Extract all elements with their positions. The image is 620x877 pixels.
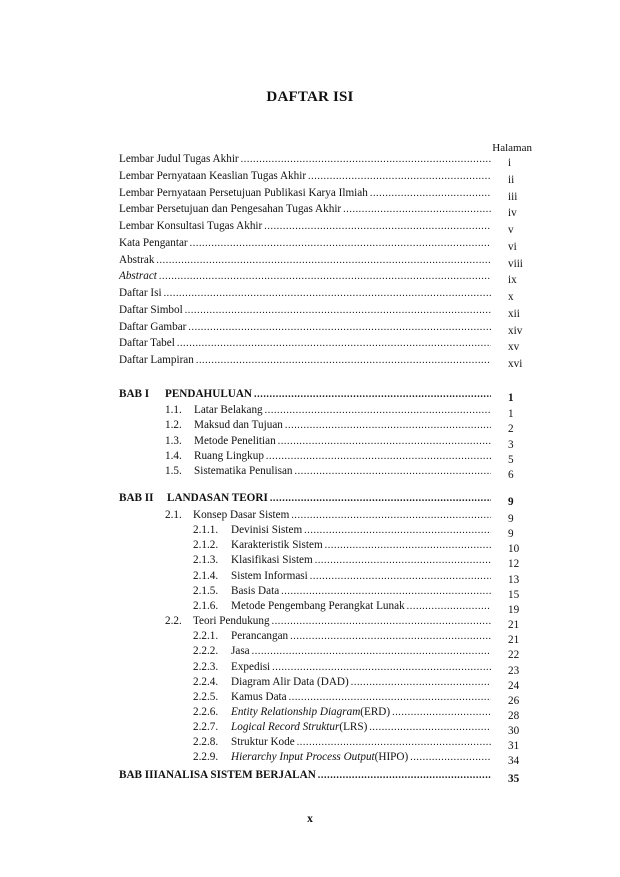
toc-entry-label: Daftar Tabel — [119, 337, 175, 350]
toc-entry-front-matter — [119, 150, 493, 166]
toc-section — [165, 447, 493, 463]
toc-entry-page: v — [508, 224, 514, 236]
toc-subsection — [193, 658, 493, 674]
dot-leader — [159, 270, 491, 283]
toc-entry-page: x — [508, 291, 514, 303]
toc-entry-page: 9 — [508, 513, 514, 525]
toc-entry-page: i — [508, 157, 512, 169]
section-number: 2.2.3. — [193, 660, 219, 673]
toc-entry-page: 12 — [508, 558, 520, 571]
dot-leader — [272, 615, 491, 628]
toc-entry-label: Lembar Persetujuan dan Pengesahan Tugas Akhir — [119, 203, 342, 216]
section-number: 1.5. — [165, 465, 182, 478]
dot-leader — [351, 676, 491, 689]
toc-entry-front-matter — [119, 334, 493, 350]
section-title: Klasifikasi Sistem — [231, 554, 313, 567]
section-title: Metode Penelitian — [194, 434, 276, 447]
toc-entry-page: ix — [508, 274, 517, 287]
section-number: 2.1.6. — [193, 599, 219, 612]
section-number: 2.2.6. — [193, 705, 219, 718]
section-title: Karakteristik Sistem — [231, 539, 323, 552]
toc-entry-front-matter — [119, 184, 493, 200]
dot-leader — [291, 509, 491, 522]
toc-section — [165, 612, 493, 628]
toc-entry-front-matter — [119, 284, 493, 300]
section-number: 2.2.5. — [193, 690, 219, 703]
toc-entry-label: Daftar Simbol — [119, 303, 183, 316]
dot-leader — [369, 721, 491, 734]
toc-entry-page: 28 — [508, 709, 520, 722]
dot-leader — [241, 153, 491, 166]
toc-entry-page: xv — [508, 341, 520, 354]
toc-subsection — [193, 688, 493, 704]
toc-entry-page: 9 — [508, 496, 514, 508]
section-title: Perancangan — [231, 630, 289, 643]
dot-leader — [266, 450, 491, 463]
halaman-label: Halaman — [492, 142, 532, 154]
section-title: Latar Belakang — [194, 404, 263, 416]
toc-entry-label: Abstrak — [119, 253, 155, 266]
toc-entry-page: 1 — [508, 392, 514, 404]
toc-subsection — [193, 582, 493, 598]
toc-entry-page: 2 — [508, 423, 514, 436]
chapter-number: BAB II — [119, 492, 154, 504]
dot-leader — [264, 220, 491, 233]
toc-entry-page: 15 — [508, 588, 520, 601]
section-title: Teori Pendukung — [193, 615, 270, 628]
dot-leader — [190, 237, 491, 250]
section-title: Struktur Kode — [231, 736, 295, 749]
chapter-number: BAB I — [119, 388, 150, 400]
toc-entry-front-matter — [119, 200, 493, 216]
section-title-suffix: (HIPO) — [374, 751, 409, 764]
toc-entry-page: 31 — [508, 740, 520, 753]
section-title: Kamus Data — [231, 690, 287, 703]
toc-entry-page: vi — [508, 240, 517, 253]
dot-leader — [265, 404, 491, 417]
toc-subsection — [193, 597, 493, 613]
section-title: Devinisi Sistem — [231, 524, 303, 537]
dot-leader — [278, 435, 491, 448]
dot-leader — [318, 769, 491, 782]
section-number: 2.1.2. — [193, 539, 219, 552]
dot-leader — [304, 524, 491, 537]
chapter-title: LANDASAN TEORI — [167, 492, 268, 504]
section-title-italic: Entity Relationship Diagram — [231, 705, 361, 718]
dot-leader — [281, 585, 491, 598]
toc-chapter-bab3 — [119, 766, 493, 782]
toc-section — [165, 462, 493, 478]
toc-subsection — [193, 536, 493, 552]
dot-leader — [370, 187, 491, 200]
toc-subsection — [193, 748, 493, 764]
toc-entry-page: 6 — [508, 469, 514, 482]
dot-leader — [188, 321, 491, 334]
dot-leader — [410, 751, 491, 764]
toc-entry-page: 13 — [508, 573, 520, 586]
dot-leader — [164, 287, 491, 300]
dot-leader — [343, 203, 491, 216]
toc-entry-front-matter — [119, 301, 493, 317]
dot-leader — [310, 570, 491, 583]
dot-leader — [289, 691, 491, 704]
toc-subsection — [193, 673, 493, 689]
toc-entry-page: xii — [508, 307, 520, 320]
section-title: Sistematika Penulisan — [194, 465, 293, 478]
section-number: 2.2.1. — [193, 630, 219, 643]
dot-leader — [308, 170, 491, 183]
section-number: 2.2. — [165, 615, 182, 628]
section-title: Konsep Dasar Sistem — [193, 509, 290, 521]
toc-entry-page: ii — [508, 173, 515, 186]
dot-leader — [196, 354, 491, 367]
section-title: Diagram Alir Data (DAD) — [231, 675, 349, 688]
toc-subsection — [193, 703, 493, 719]
section-number: 2.1.1. — [193, 524, 219, 537]
toc-entry-page: 3 — [508, 438, 514, 451]
chapter-title: PENDAHULUAN — [165, 388, 253, 400]
toc-entry-front-matter — [119, 167, 493, 183]
toc-entry-front-matter — [119, 351, 493, 367]
toc-entry-page: 24 — [508, 679, 520, 692]
dot-leader — [297, 736, 491, 749]
section-title-suffix: (ERD) — [360, 705, 391, 718]
section-title-italic: Hierarchy Input Process Output — [231, 751, 375, 764]
dot-leader — [272, 661, 491, 674]
toc-section — [165, 506, 493, 522]
section-title: Basis Data — [231, 584, 280, 597]
toc-entry-front-matter — [119, 234, 493, 250]
toc-entry-page: 21 — [508, 634, 520, 647]
section-title: Metode Pengembang Perangkat Lunak — [231, 599, 405, 612]
page-number-footer: x — [307, 813, 313, 825]
toc-subsection — [193, 567, 493, 583]
section-number: 2.2.4. — [193, 675, 219, 688]
section-number: 2.2.8. — [193, 736, 219, 749]
section-number: 1.4. — [165, 449, 182, 462]
section-number: 2.1.4. — [193, 569, 219, 582]
toc-entry-page: iii — [508, 190, 518, 203]
toc-entry-page: 10 — [508, 543, 520, 556]
toc-entry-label: Daftar Gambar — [119, 320, 187, 333]
toc-entry-page: xvi — [508, 358, 523, 370]
dot-leader — [285, 419, 491, 432]
section-title: Sistem Informasi — [231, 569, 308, 582]
toc-entry-page: 34 — [508, 755, 520, 768]
toc-entry-label: Lembar Pernyataan Keaslian Tugas Akhir — [119, 169, 307, 182]
dot-leader — [156, 254, 491, 267]
toc-entry-page: 21 — [508, 619, 520, 632]
section-title: Maksud dan Tujuan — [194, 419, 283, 432]
section-number: 2.1. — [165, 509, 182, 521]
toc-entry-label: Abstract — [119, 270, 157, 283]
section-number: 2.1.5. — [193, 584, 219, 597]
toc-entry-page: iv — [508, 207, 517, 220]
toc-subsection — [193, 733, 493, 749]
page-title: DAFTAR ISI — [266, 89, 354, 105]
dot-leader — [392, 706, 491, 719]
section-number: 2.2.2. — [193, 645, 219, 658]
toc-entry-page: 23 — [508, 664, 520, 677]
chapter-number: BAB III — [119, 769, 158, 781]
toc-entry-front-matter — [119, 217, 493, 233]
dot-leader — [290, 630, 491, 643]
toc-entry-page: 35 — [508, 773, 520, 785]
toc-subsection — [193, 551, 493, 567]
dot-leader — [185, 304, 491, 317]
toc-entry-label: Lembar Judul Tugas Akhir — [119, 153, 239, 165]
toc-entry-page: 30 — [508, 725, 520, 738]
section-title-italic: Logical Record Struktur — [231, 721, 340, 734]
toc-entry-page: 26 — [508, 694, 520, 707]
section-title-suffix: (LRS) — [339, 721, 368, 734]
toc-section — [165, 432, 493, 448]
toc-entry-label: Kata Pengantar — [119, 236, 188, 249]
chapter-title: ANALISA SISTEM BERJALAN — [157, 769, 316, 781]
dot-leader — [177, 337, 491, 350]
toc-chapter-bab1 — [119, 385, 493, 401]
toc-entry-label: Lembar Konsultasi Tugas Akhir — [119, 220, 263, 232]
toc-entry-label: Daftar Isi — [119, 287, 162, 299]
dot-leader — [407, 600, 491, 613]
dot-leader — [315, 554, 491, 567]
section-title: Ruang Lingkup — [194, 449, 264, 462]
toc-entry-page: viii — [508, 257, 523, 270]
section-number: 2.2.7. — [193, 721, 219, 734]
section-title: Expedisi — [231, 660, 271, 673]
toc-entry-page: 9 — [508, 528, 514, 541]
toc-subsection — [193, 627, 493, 643]
toc-entry-page: 5 — [508, 453, 514, 466]
toc-entry-front-matter — [119, 251, 493, 267]
dot-leader — [325, 539, 491, 552]
toc-section — [165, 401, 493, 417]
dot-leader — [254, 388, 491, 401]
toc-section — [165, 416, 493, 432]
toc-subsection — [193, 718, 493, 734]
toc-subsection — [193, 521, 493, 537]
toc-entry-page: xiv — [508, 324, 523, 337]
toc-subsection — [193, 642, 493, 658]
toc-entry-page: 19 — [508, 603, 520, 616]
section-number: 1.1. — [165, 404, 182, 416]
toc-entry-page: 1 — [508, 408, 514, 420]
section-number: 1.2. — [165, 419, 182, 432]
section-number: 1.3. — [165, 434, 182, 447]
toc-entry-front-matter — [119, 318, 493, 334]
dot-leader — [270, 492, 491, 505]
section-title: Jasa — [231, 645, 250, 658]
dot-leader — [252, 645, 491, 658]
section-number: 2.1.3. — [193, 554, 219, 567]
toc-entry-front-matter — [119, 267, 493, 283]
dot-leader — [295, 465, 491, 478]
toc-entry-label: Lembar Pernyataan Persetujuan Publikasi Karya Ilmiah — [119, 186, 368, 199]
section-number: 2.2.9. — [193, 751, 219, 764]
toc-entry-label: Daftar Lampiran — [119, 354, 194, 366]
toc-chapter-bab2 — [119, 489, 493, 505]
toc-entry-page: 22 — [508, 649, 520, 662]
